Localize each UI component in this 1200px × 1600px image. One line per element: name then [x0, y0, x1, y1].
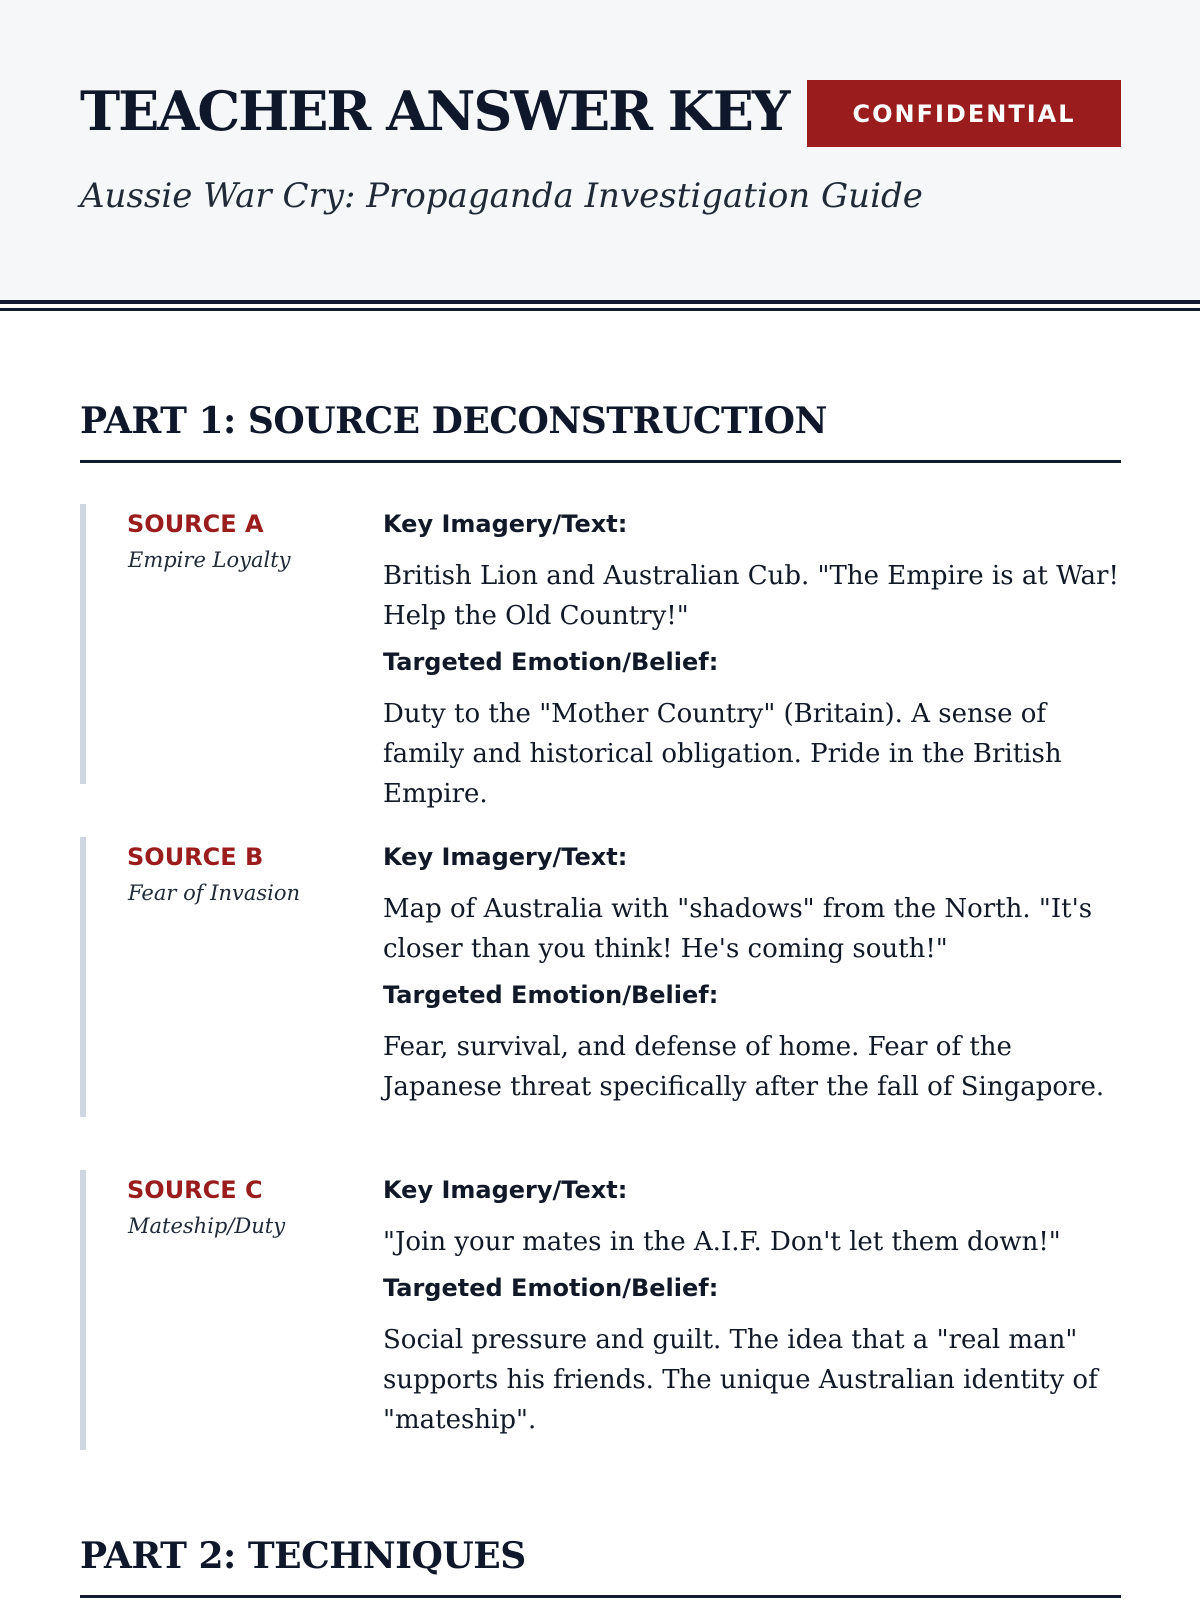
imagery-label: Key Imagery/Text: [383, 843, 628, 871]
emotion-label: Targeted Emotion/Belief: [383, 981, 719, 1009]
source-details [383, 504, 1127, 820]
emotion-text: Fear, survival, and defense of home. Fear of the Japanese threat specifically after the fall of Singapore. [383, 1032, 1105, 1102]
source-theme: Empire Loyalty [128, 548, 291, 572]
section-divider [80, 460, 1121, 463]
section-heading-part2: PART 2: TECHNIQUES [80, 1535, 526, 1577]
imagery-text: British Lion and Australian Cub. "The Empire is at War! Help the Old Country!" [383, 561, 1119, 631]
header-divider-secondary [0, 308, 1200, 311]
emotion-text: Social pressure and guilt. The idea that a "real man" supports his friends. The unique Australian identity of "mateship". [383, 1325, 1098, 1435]
emotion-label: Targeted Emotion/Belief: [383, 648, 719, 676]
page-subtitle: Aussie War Cry: Propaganda Investigation Guide [80, 176, 923, 216]
imagery-label: Key Imagery/Text: [383, 510, 628, 538]
section-heading-part1: PART 1: SOURCE DECONSTRUCTION [80, 400, 827, 442]
source-label: SOURCE B [127, 843, 264, 871]
source-label: SOURCE C [127, 1176, 263, 1204]
source-label: SOURCE A [127, 510, 264, 538]
confidential-badge: CONFIDENTIAL [807, 80, 1121, 147]
page-title: TEACHER ANSWER KEY [80, 79, 789, 143]
source-card-c [80, 1170, 1121, 1450]
header-divider [0, 300, 1200, 304]
source-theme: Fear of Invasion [128, 881, 301, 905]
source-card-a [80, 504, 1121, 809]
emotion-label: Targeted Emotion/Belief: [383, 1274, 719, 1302]
imagery-text: Map of Australia with "shadows" from the North. "It's closer than you think! He's coming south!" [383, 894, 1093, 964]
source-theme: Mateship/Duty [128, 1214, 286, 1238]
source-details [383, 837, 1127, 1113]
source-details [383, 1170, 1127, 1446]
document-header [0, 0, 1200, 300]
imagery-label: Key Imagery/Text: [383, 1176, 628, 1204]
imagery-text: "Join your mates in the A.I.F. Don't let them down!" [383, 1227, 1061, 1257]
source-card-b [80, 837, 1121, 1117]
section-divider [80, 1595, 1121, 1598]
emotion-text: Duty to the "Mother Country" (Britain). A sense of family and historical obligation. Pride in the British Empire. [383, 699, 1062, 809]
